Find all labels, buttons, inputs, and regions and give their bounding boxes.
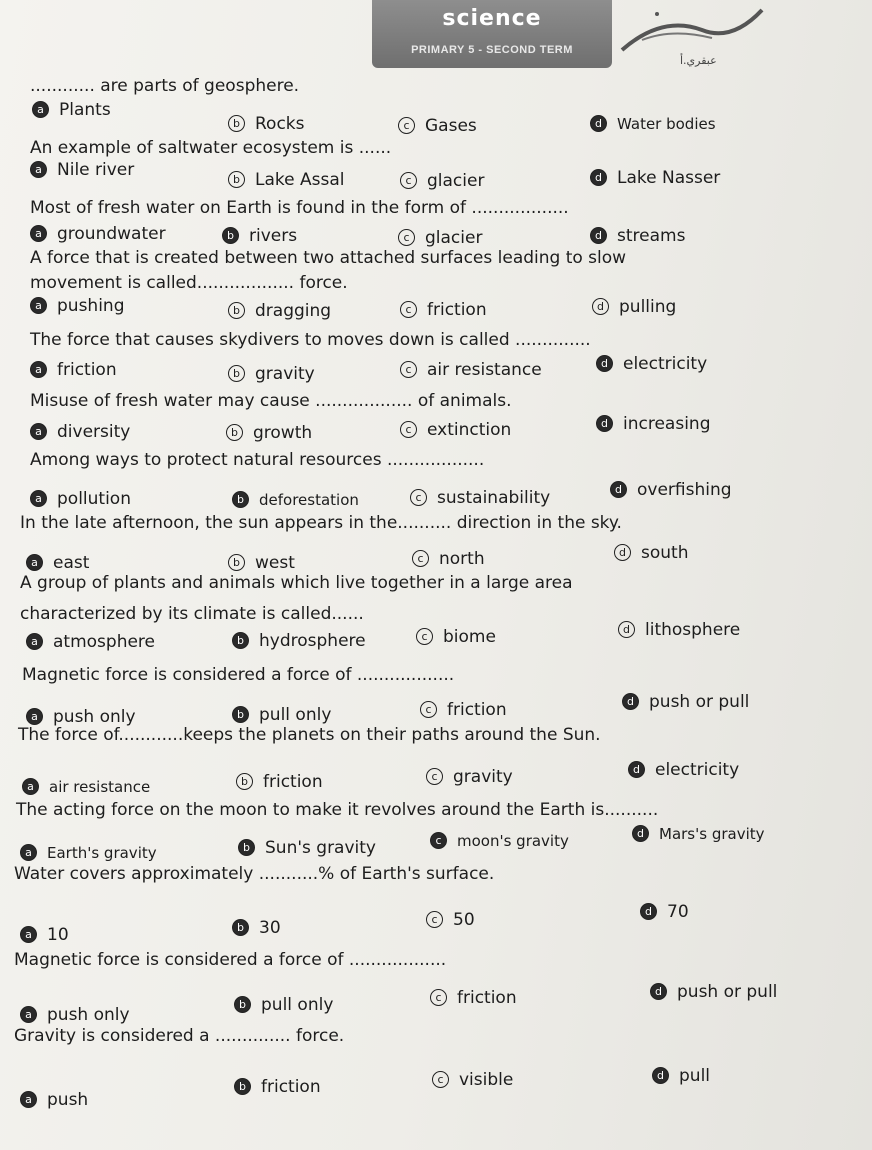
q5-option-a[interactable]: a friction (30, 360, 117, 380)
q4-option-a[interactable]: a pushing (30, 296, 125, 316)
option-a-icon: a (20, 844, 37, 861)
option-b-icon: b (238, 839, 255, 856)
option-a-icon: a (26, 708, 43, 725)
q3-option-c[interactable]: c glacier (398, 228, 482, 248)
option-c-icon: c (400, 361, 417, 378)
option-b-icon: b (234, 996, 251, 1013)
page-subtitle: PRIMARY 5 - SECOND TERM (411, 44, 573, 56)
option-a-icon: a (30, 161, 47, 178)
option-a-icon: a (26, 554, 43, 571)
q10-option-a[interactable]: a push only (26, 707, 136, 727)
q7-option-d[interactable]: d overfishing (610, 480, 732, 500)
q8-option-b[interactable]: b west (228, 553, 295, 573)
question-9-line-2: characterized by its climate is called...... (20, 604, 364, 624)
q11-option-b[interactable]: b friction (236, 772, 323, 792)
option-c-icon: c (412, 550, 429, 567)
question-13: Water covers approximately ...........% of Earth's surface. (14, 864, 495, 884)
q8-option-c[interactable]: c north (412, 549, 485, 569)
q12-option-c[interactable]: c moon's gravity (430, 832, 569, 850)
question-14: Magnetic force is considered a force of .................. (14, 950, 447, 970)
option-d-icon: d (652, 1067, 669, 1084)
question-12: The acting force on the moon to make it revolves around the Earth is.......... (16, 800, 659, 820)
brand-logo-text: عبقري.أ (680, 54, 717, 67)
q9-option-b[interactable]: b hydrosphere (232, 631, 366, 651)
q5-option-b[interactable]: b gravity (228, 364, 315, 384)
option-b-icon: b (234, 1078, 251, 1095)
option-b-icon: b (232, 706, 249, 723)
q15-option-c[interactable]: c visible (432, 1070, 513, 1090)
q4-option-d[interactable]: d pulling (592, 297, 676, 317)
option-d-icon: d (640, 903, 657, 920)
q2-option-a[interactable]: a Nile river (30, 160, 134, 180)
option-a-icon: a (20, 1091, 37, 1108)
option-d-icon: d (618, 621, 635, 638)
q3-option-d[interactable]: d streams (590, 226, 685, 246)
option-c-icon: c (420, 701, 437, 718)
q13-option-b[interactable]: b 30 (232, 918, 281, 938)
q5-option-d[interactable]: d electricity (596, 354, 707, 374)
q7-option-c[interactable]: c sustainability (410, 488, 550, 508)
q6-option-d[interactable]: d increasing (596, 414, 710, 434)
q11-option-a[interactable]: a air resistance (22, 778, 150, 796)
question-4: A force that is created between two attached surfaces leading to slow (30, 248, 627, 268)
option-d-icon: d (590, 227, 607, 244)
option-b-icon: b (226, 424, 243, 441)
option-b-icon: b (228, 554, 245, 571)
option-d-icon: d (590, 169, 607, 186)
option-d-icon: d (596, 415, 613, 432)
option-b-icon: b (232, 491, 249, 508)
option-a-icon: a (30, 225, 47, 242)
question-10: Magnetic force is considered a force of .................. (22, 665, 455, 685)
option-c-icon: c (398, 117, 415, 134)
question-8: In the late afternoon, the sun appears in the.......... direction in the sky. (20, 513, 622, 533)
option-d-icon: d (610, 481, 627, 498)
q10-option-b[interactable]: b pull only (232, 705, 331, 725)
q12-option-a[interactable]: a Earth's gravity (20, 844, 157, 862)
q2-option-d[interactable]: d Lake Nasser (590, 168, 720, 188)
option-c-icon: c (430, 989, 447, 1006)
option-b-icon: b (236, 773, 253, 790)
option-c-icon: c (410, 489, 427, 506)
option-a-icon: a (30, 423, 47, 440)
q13-option-a[interactable]: a 10 (20, 925, 69, 945)
q10-option-c[interactable]: c friction (420, 700, 507, 720)
q10-option-d[interactable]: d push or pull (622, 692, 749, 712)
q7-option-a[interactable]: a pollution (30, 489, 131, 509)
option-d-icon: d (596, 355, 613, 372)
option-c-icon: c (432, 1071, 449, 1088)
option-d-icon: d (590, 115, 607, 132)
option-d-icon: d (628, 761, 645, 778)
option-c-icon: c (400, 301, 417, 318)
question-1: ............ are parts of geosphere. (30, 76, 300, 96)
option-c-icon: c (430, 832, 447, 849)
q13-option-c[interactable]: c 50 (426, 910, 475, 930)
option-b-icon: b (228, 365, 245, 382)
q15-option-d[interactable]: d pull (652, 1066, 710, 1086)
q3-option-a[interactable]: a groundwater (30, 224, 166, 244)
q9-option-d[interactable]: d lithosphere (618, 620, 740, 640)
q9-option-a[interactable]: a atmosphere (26, 632, 155, 652)
option-a-icon: a (30, 297, 47, 314)
option-b-icon: b (228, 171, 245, 188)
q14-option-c[interactable]: c friction (430, 988, 517, 1008)
q14-option-d[interactable]: d push or pull (650, 982, 777, 1002)
question-3: Most of fresh water on Earth is found in the form of .................. (30, 198, 569, 218)
option-c-icon: c (426, 768, 443, 785)
q1-option-a[interactable]: a Plants (32, 100, 111, 120)
question-6: Misuse of fresh water may cause .................. of animals. (30, 391, 512, 411)
q11-option-d[interactable]: d electricity (628, 760, 739, 780)
question-9: A group of plants and animals which live together in a large area (20, 573, 573, 593)
option-c-icon: c (400, 172, 417, 189)
q6-option-a[interactable]: a diversity (30, 422, 130, 442)
question-15: Gravity is considered a .............. force. (14, 1026, 345, 1046)
option-d-icon: d (592, 298, 609, 315)
option-b-icon: b (232, 632, 249, 649)
q6-option-c[interactable]: c extinction (400, 420, 511, 440)
option-d-icon: d (632, 825, 649, 842)
option-b-icon: b (222, 227, 239, 244)
q7-option-b[interactable]: b deforestation (232, 491, 359, 509)
option-a-icon: a (30, 361, 47, 378)
option-b-icon: b (232, 919, 249, 936)
q11-option-c[interactable]: c gravity (426, 767, 513, 787)
q1-option-c[interactable]: c Gases (398, 116, 477, 136)
option-c-icon: c (426, 911, 443, 928)
q4-option-c[interactable]: c friction (400, 300, 487, 320)
option-b-icon: b (228, 115, 245, 132)
option-a-icon: a (20, 1006, 37, 1023)
q15-option-b[interactable]: b friction (234, 1077, 321, 1097)
page-title: science (442, 6, 542, 31)
option-a-icon: a (22, 778, 39, 795)
q12-option-b[interactable]: b Sun's gravity (238, 838, 376, 858)
question-5: The force that causes skydivers to moves down is called .............. (30, 330, 591, 350)
option-c-icon: c (416, 628, 433, 645)
q5-option-c[interactable]: c air resistance (400, 360, 542, 380)
option-a-icon: a (30, 490, 47, 507)
option-b-icon: b (228, 302, 245, 319)
option-c-icon: c (400, 421, 417, 438)
option-a-icon: a (26, 633, 43, 650)
q8-option-a[interactable]: a east (26, 553, 89, 573)
option-a-icon: a (20, 926, 37, 943)
q1-option-b[interactable]: b Rocks (228, 114, 305, 134)
q3-option-b[interactable]: b rivers (222, 226, 297, 246)
q12-option-d[interactable]: d Mars's gravity (632, 825, 765, 843)
q2-option-c[interactable]: c glacier (400, 171, 484, 191)
question-2: An example of saltwater ecosystem is ...... (30, 138, 392, 158)
header-banner (372, 0, 612, 68)
option-a-icon: a (32, 101, 49, 118)
q9-option-c[interactable]: c biome (416, 627, 496, 647)
q1-option-d[interactable]: d Water bodies (590, 115, 716, 133)
q2-option-b[interactable]: b Lake Assal (228, 170, 344, 190)
q4-option-b[interactable]: b dragging (228, 301, 331, 321)
option-d-icon: d (614, 544, 631, 561)
question-7: Among ways to protect natural resources .................. (30, 450, 485, 470)
q15-option-a[interactable]: a push (20, 1090, 88, 1110)
question-11: The force of............keeps the planets on their paths around the Sun. (18, 725, 601, 745)
option-c-icon: c (398, 229, 415, 246)
q13-option-d[interactable]: d 70 (640, 902, 689, 922)
question-4-line-2: movement is called.................. force. (30, 273, 348, 293)
q14-option-a[interactable]: a push only (20, 1005, 130, 1025)
q6-option-b[interactable]: b growth (226, 423, 312, 443)
option-d-icon: d (622, 693, 639, 710)
option-d-icon: d (650, 983, 667, 1000)
q14-option-b[interactable]: b pull only (234, 995, 333, 1015)
q8-option-d[interactable]: d south (614, 543, 688, 563)
